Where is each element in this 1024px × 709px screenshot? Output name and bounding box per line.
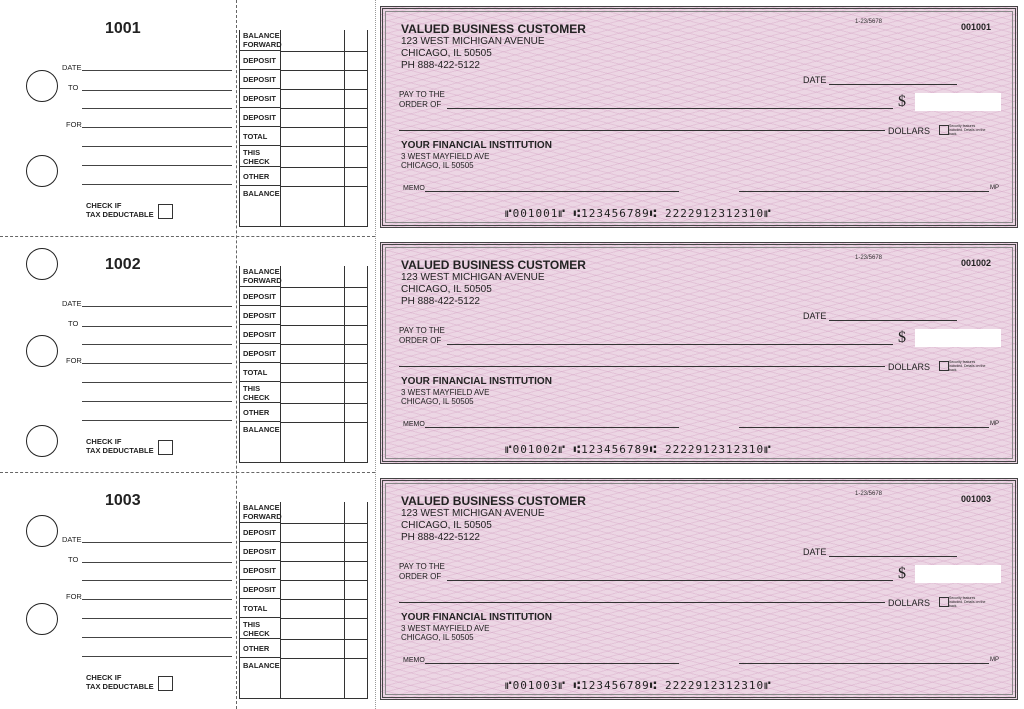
for-line-3[interactable] [82, 637, 232, 638]
check [380, 6, 1018, 228]
deposit-label: DEPOSIT [240, 580, 280, 599]
stub-number: 1001 [105, 20, 141, 37]
account-holder-name: VALUED BUSINESS CUSTOMER [401, 258, 586, 272]
mp-label: MP [990, 421, 999, 427]
account-holder-name: VALUED BUSINESS CUSTOMER [401, 494, 586, 508]
balance-register [239, 502, 368, 699]
dollar-sign: $ [898, 565, 906, 582]
pay-to-label-2: ORDER OF [399, 100, 442, 109]
tax-deductable-checkbox[interactable] [158, 440, 173, 455]
amount-box[interactable] [915, 565, 1001, 583]
for-line-3[interactable] [82, 401, 232, 402]
deposit-label: DEPOSIT [240, 287, 280, 306]
balance-forward-label: BALANCE FORWARD [240, 502, 280, 523]
security-features-note: Security features included. Details on the back. [949, 596, 986, 608]
balance-register [239, 266, 368, 463]
for-label: FOR [66, 120, 82, 129]
for-line-2[interactable] [82, 382, 232, 383]
for-line[interactable] [82, 599, 232, 600]
stub-number: 1003 [105, 492, 141, 509]
balance-forward-label: BALANCE FORWARD [240, 266, 280, 287]
lock-icon [939, 597, 949, 607]
bank-city: CHICAGO, IL 50505 [401, 633, 474, 642]
balance-label: BALANCE [243, 661, 280, 670]
memo-line[interactable] [425, 191, 679, 192]
bank-address: 3 WEST MAYFIELD AVE [401, 388, 490, 397]
binder-hole [26, 335, 58, 367]
other-label: OTHER [240, 403, 280, 422]
routing-fraction: 1-23/5678 [855, 491, 883, 497]
for-line[interactable] [82, 127, 232, 128]
date-line[interactable] [82, 70, 232, 71]
account-holder-city: CHICAGO, IL 50505 [401, 284, 492, 295]
date-label: DATE [803, 311, 827, 321]
date-label: DATE [62, 535, 82, 544]
lock-icon [939, 361, 949, 371]
bank-name: YOUR FINANCIAL INSTITUTION [401, 376, 552, 387]
to-line[interactable] [82, 90, 232, 91]
check [380, 242, 1018, 464]
to-label: TO [68, 319, 79, 328]
written-amount-line[interactable] [399, 366, 885, 367]
total-label: TOTAL [240, 363, 280, 382]
pay-to-label-2: ORDER OF [399, 572, 442, 581]
pay-to-label-1: PAY TO THE [399, 326, 445, 335]
total-label: TOTAL [240, 599, 280, 618]
account-holder-phone: PH 888-422-5122 [401, 296, 480, 307]
for-label: FOR [66, 356, 82, 365]
balance-forward-label: BALANCE FORWARD [240, 30, 280, 51]
pay-to-label-2: ORDER OF [399, 336, 442, 345]
micr-line: ⑈001003⑈ ⑆123456789⑆ 2222912312310⑈ [505, 679, 772, 692]
deposit-label: DEPOSIT [240, 89, 280, 108]
deposit-label: DEPOSIT [240, 108, 280, 127]
tax-deductable-label: CHECK IF TAX DEDUCTABLE [86, 201, 154, 219]
balance-label: BALANCE [243, 425, 280, 434]
bank-city: CHICAGO, IL 50505 [401, 161, 474, 170]
amount-box[interactable] [915, 329, 1001, 347]
other-label: OTHER [240, 167, 280, 186]
for-line-2[interactable] [82, 146, 232, 147]
date-label: DATE [62, 63, 82, 72]
bank-address: 3 WEST MAYFIELD AVE [401, 624, 490, 633]
memo-label: MEMO [403, 657, 425, 664]
for-line[interactable] [82, 363, 232, 364]
for-line-2[interactable] [82, 618, 232, 619]
check-date-line[interactable] [829, 84, 957, 85]
written-amount-line[interactable] [399, 602, 885, 603]
deposit-label: DEPOSIT [240, 51, 280, 70]
bank-city: CHICAGO, IL 50505 [401, 397, 474, 406]
date-label: DATE [62, 299, 82, 308]
payee-line[interactable] [447, 108, 893, 109]
date-line[interactable] [82, 542, 232, 543]
deposit-label: DEPOSIT [240, 344, 280, 363]
this-check-label: THIS CHECK [240, 146, 280, 167]
pay-to-label-1: PAY TO THE [399, 90, 445, 99]
date-line[interactable] [82, 306, 232, 307]
signature-line[interactable] [739, 427, 989, 428]
binder-hole [26, 155, 58, 187]
this-check-label: THIS CHECK [240, 382, 280, 403]
binder-hole [26, 248, 58, 280]
pay-to-label-1: PAY TO THE [399, 562, 445, 571]
tax-deductable-label: CHECK IF TAX DEDUCTABLE [86, 437, 154, 455]
date-label: DATE [803, 547, 827, 557]
bank-address: 3 WEST MAYFIELD AVE [401, 152, 490, 161]
dollars-label: DOLLARS [888, 362, 931, 372]
tax-deductable-label: CHECK IF TAX DEDUCTABLE [86, 673, 154, 691]
account-holder-address: 123 WEST MICHIGAN AVENUE [401, 36, 545, 47]
to-line-2[interactable] [82, 344, 232, 345]
for-line-4[interactable] [82, 184, 232, 185]
balance-register [239, 30, 368, 227]
check-number: 001003 [961, 494, 992, 504]
account-holder-name: VALUED BUSINESS CUSTOMER [401, 22, 586, 36]
deposit-label: DEPOSIT [240, 325, 280, 344]
payee-line[interactable] [447, 580, 893, 581]
deposit-label: DEPOSIT [240, 542, 280, 561]
memo-label: MEMO [403, 421, 425, 428]
deposit-label: DEPOSIT [240, 70, 280, 89]
to-line[interactable] [82, 326, 232, 327]
account-holder-address: 123 WEST MICHIGAN AVENUE [401, 272, 545, 283]
for-line-4[interactable] [82, 420, 232, 421]
for-label: FOR [66, 592, 82, 601]
dollars-label: DOLLARS [888, 598, 931, 608]
bank-name: YOUR FINANCIAL INSTITUTION [401, 612, 552, 623]
mp-label: MP [990, 185, 999, 191]
check-date-line[interactable] [829, 556, 957, 557]
date-label: DATE [803, 75, 827, 85]
check [380, 478, 1018, 700]
to-line[interactable] [82, 562, 232, 563]
check-number: 001002 [961, 258, 992, 268]
account-holder-city: CHICAGO, IL 50505 [401, 48, 492, 59]
deposit-label: DEPOSIT [240, 306, 280, 325]
deposit-label: DEPOSIT [240, 523, 280, 542]
to-line-2[interactable] [82, 108, 232, 109]
tax-deductable-checkbox[interactable] [158, 204, 173, 219]
stub-number: 1002 [105, 256, 141, 273]
signature-line[interactable] [739, 663, 989, 664]
signature-line[interactable] [739, 191, 989, 192]
micr-line: ⑈001002⑈ ⑆123456789⑆ 2222912312310⑈ [505, 443, 772, 456]
written-amount-line[interactable] [399, 130, 885, 131]
account-holder-phone: PH 888-422-5122 [401, 532, 480, 543]
to-line-2[interactable] [82, 580, 232, 581]
memo-label: MEMO [403, 185, 425, 192]
mp-label: MP [990, 657, 999, 663]
check-number: 001001 [961, 22, 992, 32]
deposit-label: DEPOSIT [240, 561, 280, 580]
routing-fraction: 1-23/5678 [855, 19, 883, 25]
memo-line[interactable] [425, 427, 679, 428]
binder-hole [26, 515, 58, 547]
check-date-line[interactable] [829, 320, 957, 321]
tax-deductable-checkbox[interactable] [158, 676, 173, 691]
account-holder-phone: PH 888-422-5122 [401, 60, 480, 71]
routing-fraction: 1-23/5678 [855, 255, 883, 261]
bank-name: YOUR FINANCIAL INSTITUTION [401, 140, 552, 151]
for-line-3[interactable] [82, 165, 232, 166]
to-label: TO [68, 555, 79, 564]
micr-line: ⑈001001⑈ ⑆123456789⑆ 2222912312310⑈ [505, 207, 772, 220]
account-holder-address: 123 WEST MICHIGAN AVENUE [401, 508, 545, 519]
check-row [0, 236, 1024, 472]
for-line-4[interactable] [82, 656, 232, 657]
total-label: TOTAL [240, 127, 280, 146]
dollars-label: DOLLARS [888, 126, 931, 136]
balance-label: BALANCE [243, 189, 280, 198]
this-check-label: THIS CHECK [240, 618, 280, 639]
security-features-note: Security features included. Details on the back. [949, 124, 986, 136]
to-label: TO [68, 83, 79, 92]
memo-line[interactable] [425, 663, 679, 664]
lock-icon [939, 125, 949, 135]
dollar-sign: $ [898, 93, 906, 110]
account-holder-city: CHICAGO, IL 50505 [401, 520, 492, 531]
binder-hole [26, 603, 58, 635]
check-row [0, 0, 1024, 236]
binder-hole [26, 70, 58, 102]
dollar-sign: $ [898, 329, 906, 346]
security-features-note: Security features included. Details on the back. [949, 360, 986, 372]
binder-hole [26, 425, 58, 457]
payee-line[interactable] [447, 344, 893, 345]
check-row [0, 472, 1024, 708]
other-label: OTHER [240, 639, 280, 658]
amount-box[interactable] [915, 93, 1001, 111]
